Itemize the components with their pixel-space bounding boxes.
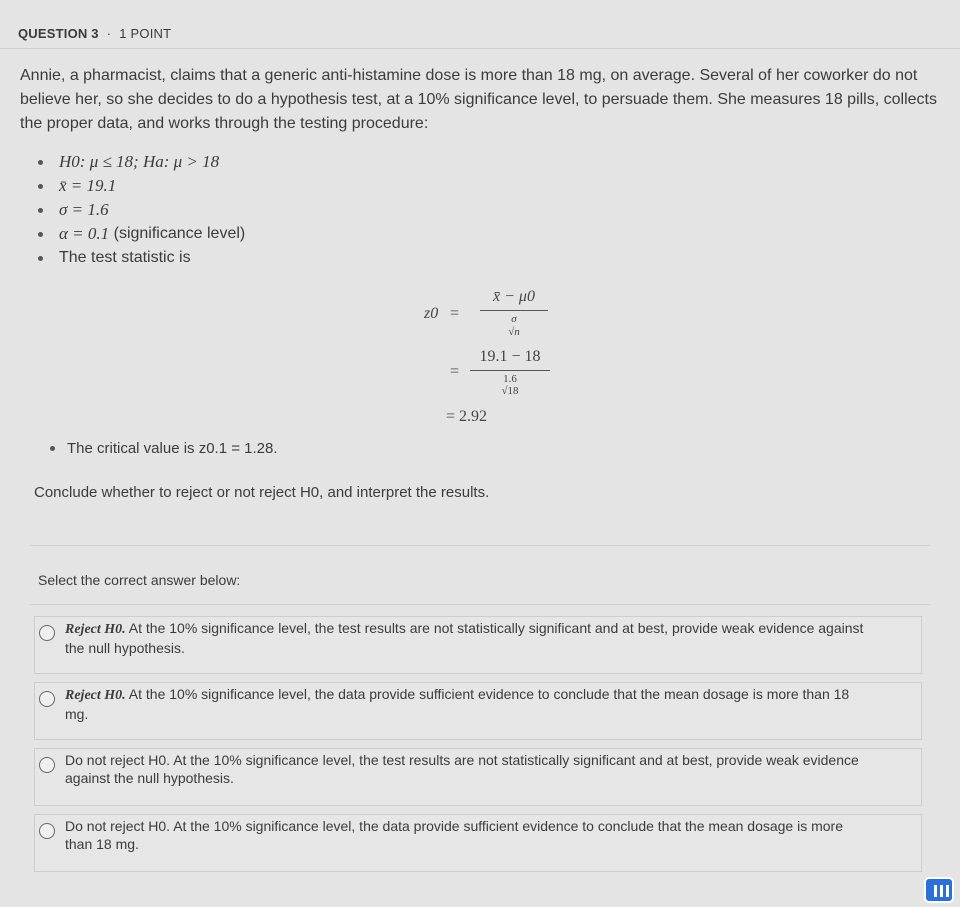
answer-text: Reject H0. At the 10% significance level, the test results are not statistically significant and at best, provide weak evidence against the null hypothesis. xyxy=(65,620,864,656)
given-test-stat: The test statistic is xyxy=(38,246,245,270)
question-separator: · xyxy=(106,26,112,41)
given-list xyxy=(38,150,245,270)
bullet-dot xyxy=(38,256,43,261)
answer-text: Do not reject H0. At the 10% significance level, the data provide sufficient evidence to conclude that the mean dosage is more than 18 mg. xyxy=(65,818,844,852)
given-sigma: σ = 1.6 xyxy=(38,198,245,222)
header-divider xyxy=(0,48,960,49)
radio-button[interactable] xyxy=(39,823,55,839)
section-divider xyxy=(30,604,930,605)
eq-fraction-symbolic xyxy=(480,286,548,339)
eq-numerator-symbolic: x̄ − μ0 xyxy=(493,288,535,305)
question-label: QUESTION 3 xyxy=(18,26,99,41)
fraction-bar xyxy=(480,310,548,311)
critical-value: The critical value is z0.1 = 1.28. xyxy=(50,440,278,457)
test-statistic-equation xyxy=(420,286,600,436)
conclude-instruction: Conclude whether to reject or not reject H0, and interpret the results. xyxy=(34,484,490,501)
question-header xyxy=(18,26,171,41)
eq-numerator-numeric: 19.1 − 18 xyxy=(479,348,541,365)
eq-lhs: z0 xyxy=(424,305,439,322)
eq-equals-1: = xyxy=(450,305,460,322)
given-alpha: α = 0.1 (significance level) xyxy=(38,222,245,246)
radio-button[interactable] xyxy=(39,757,55,773)
eq-denominator-sqrt-n: √n xyxy=(508,326,520,338)
bullet-dot xyxy=(38,160,43,165)
chat-widget-icon[interactable] xyxy=(924,877,954,903)
eq-denominator-sqrt-18: √18 xyxy=(501,385,519,397)
radio-button[interactable] xyxy=(39,625,55,641)
answer-option-1[interactable] xyxy=(34,616,922,674)
question-prompt: Annie, a pharmacist, claims that a generic anti-histamine dose is more than 18 mg, on average. Several of her coworker do not believe her, so she decides to do a hypothesis test, at a 10% significance level, to persuade them. She measures 18 pills, collects the proper data, and works through the testing procedure: xyxy=(20,67,937,132)
given-hypotheses: H0: μ ≤ 18; Ha: μ > 18 xyxy=(38,150,245,174)
section-divider xyxy=(30,545,930,546)
eq-denominator-value: 1.6 xyxy=(503,373,517,385)
answer-option-2[interactable] xyxy=(34,682,922,740)
bullet-dot xyxy=(50,446,55,451)
bullet-dot xyxy=(38,184,43,189)
answer-option-4[interactable] xyxy=(34,814,922,872)
question-points: 1 POINT xyxy=(119,26,172,41)
bullet-dot xyxy=(38,208,43,213)
answer-text: Do not reject H0. At the 10% significance level, the test results are not statistically significant and at best, provide weak evidence against the null hypothesis. xyxy=(65,752,859,786)
eq-equals-2: = xyxy=(450,363,460,380)
bullet-dot xyxy=(38,232,43,237)
radio-button[interactable] xyxy=(39,691,55,707)
eq-result: = 2.92 xyxy=(446,408,488,425)
eq-denominator-sigma: σ xyxy=(511,313,517,325)
answer-option-3[interactable] xyxy=(34,748,922,806)
answer-text: Reject H0. At the 10% significance level, the data provide sufficient evidence to conclude that the mean dosage is more than 18 mg. xyxy=(65,686,850,722)
eq-fraction-numeric xyxy=(470,346,550,397)
fraction-bar xyxy=(470,370,550,371)
given-xbar: x̄ = 19.1 xyxy=(38,174,245,198)
select-answer-label: Select the correct answer below: xyxy=(38,572,241,588)
